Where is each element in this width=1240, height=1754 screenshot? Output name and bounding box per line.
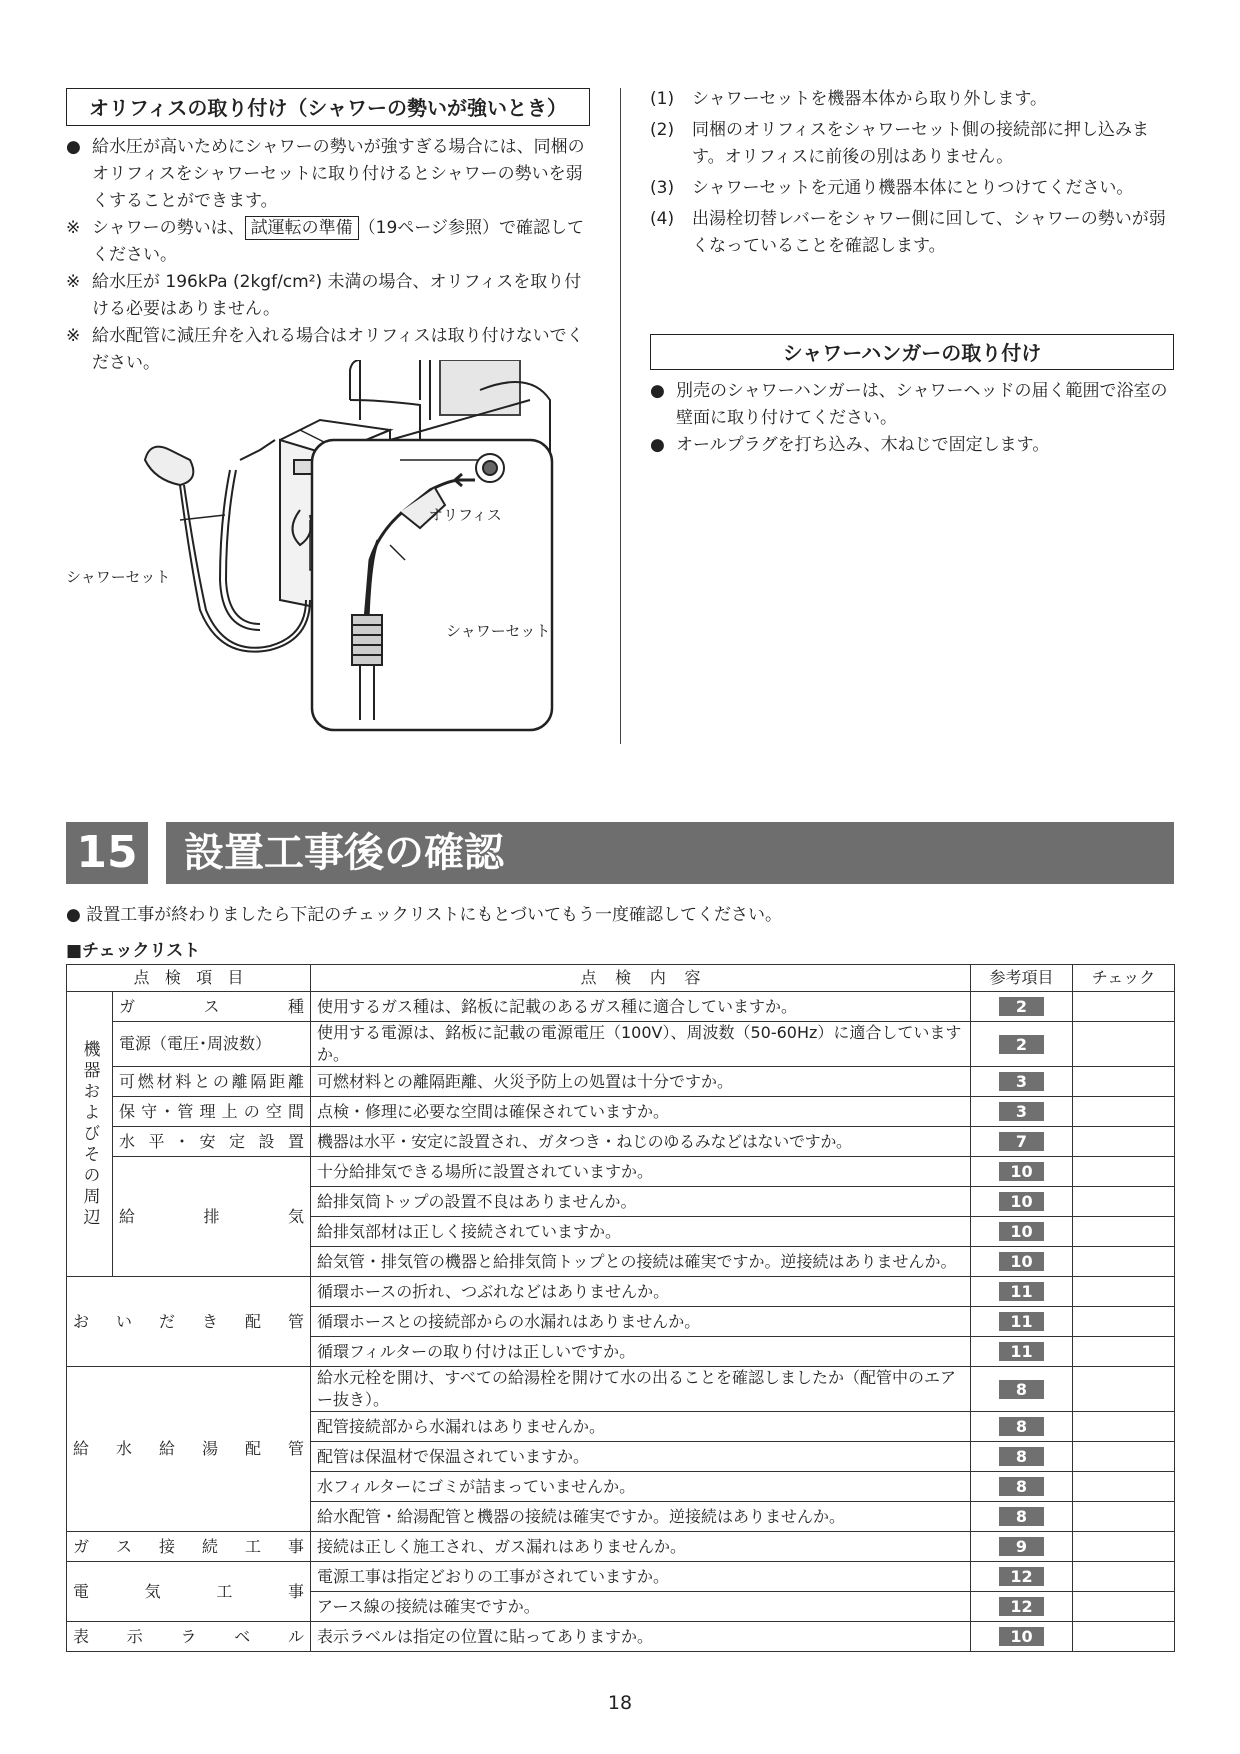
checklist-label: ■チェックリスト <box>66 941 201 961</box>
section-title: 設置工事後の確認 <box>166 822 1174 884</box>
check-cell[interactable] <box>1073 1532 1175 1562</box>
table-row: ガス接続工事 接続は正しく施工され、ガス漏れはありませんか。 9 <box>67 1532 1175 1562</box>
ref-badge: 10 <box>999 1192 1044 1211</box>
table-row: 保守･管理上の空間 点検・修理に必要な空間は確保されていますか。 3 <box>67 1097 1175 1127</box>
category-kiki: 機器およびその周辺 <box>67 992 113 1277</box>
header-check: チェック <box>1073 965 1175 992</box>
ref-badge: 8 <box>999 1507 1044 1526</box>
table-row: アース線の接続は確実ですか。 12 <box>67 1592 1175 1622</box>
checklist-table <box>66 964 1175 1652</box>
figure-label-orifice: オリフィス <box>428 506 502 524</box>
table-row: 機器およびその周辺 ガス種 使用するガス種は、銘板に記載のあるガス種に適合していますか。 2 <box>67 992 1175 1022</box>
check-cell[interactable] <box>1073 1187 1175 1217</box>
ref-badge: 11 <box>999 1312 1044 1331</box>
figure-label-shower-set-detail: シャワーセット <box>446 622 551 640</box>
check-cell[interactable] <box>1073 1367 1175 1412</box>
table-row: 水平･安定設置 機器は水平・安定に設置され、ガタつき・ねじのゆるみなどはないですか。 7 <box>67 1127 1175 1157</box>
ref-badge: 7 <box>999 1132 1044 1151</box>
ref-badge: 12 <box>999 1597 1044 1616</box>
section-number: 15 <box>66 822 148 884</box>
list-item: ● オールプラグを打ち込み、木ねじで固定します。 <box>650 435 1050 455</box>
check-cell[interactable] <box>1073 1622 1175 1652</box>
list-item: (2) 同梱のオリフィスをシャワーセット側の接続部に押し込みます。オリフィスに前後の別はありません。 <box>650 120 1149 167</box>
table-row: 電源（電圧･周波数） 使用する電源は、銘板に記載の電源電圧（100V）、周波数（50-60Hz）に適合していますか。 2 <box>67 1022 1175 1067</box>
check-cell[interactable] <box>1073 1247 1175 1277</box>
table-row: 循環ホースとの接続部からの水漏れはありませんか。 11 <box>67 1307 1175 1337</box>
list-item: (4) 出湯栓切替レバーをシャワー側に回して、シャワーの勢いが弱くなっていることを確認します。 <box>650 209 1166 256</box>
reference-box: 試運転の準備 <box>245 216 359 240</box>
figure-label-shower-set-left: シャワーセット <box>66 568 171 586</box>
shower-hanger-section-title: シャワーハンガーの取り付け <box>650 334 1174 370</box>
list-item: (3) シャワーセットを元通り機器本体にとりつけてください。 <box>650 178 1134 198</box>
table-row: 電気工事 電源工事は指定どおりの工事がされていますか。 12 <box>67 1562 1175 1592</box>
table-row: 配管接続部から水漏れはありませんか。 8 <box>67 1412 1175 1442</box>
list-item: (1) シャワーセットを機器本体から取り外します。 <box>650 89 1047 109</box>
ref-badge: 8 <box>999 1447 1044 1466</box>
table-row: 給気管・排気管の機器と給排気筒トップとの接続は確実ですか。逆接続はありませんか。 10 <box>67 1247 1175 1277</box>
table-row: 配管は保温材で保温されていますか。 8 <box>67 1442 1175 1472</box>
check-cell[interactable] <box>1073 1157 1175 1187</box>
check-cell[interactable] <box>1073 1472 1175 1502</box>
ref-badge: 9 <box>999 1537 1044 1556</box>
ref-badge: 10 <box>999 1222 1044 1241</box>
check-cell[interactable] <box>1073 1022 1175 1067</box>
list-item: ※ 給水配管に減圧弁を入れる場合はオリフィスは取り付けないでください。 <box>66 326 584 373</box>
table-row: 表示ラベル 表示ラベルは指定の位置に貼ってありますか。 10 <box>67 1622 1175 1652</box>
shower-hanger-instructions <box>650 378 1174 459</box>
list-item: ※ 給水圧が 196kPa (2kgf/cm²) 未満の場合、オリフィスを取り付ける必要はありません。 <box>66 272 582 319</box>
check-cell[interactable] <box>1073 1277 1175 1307</box>
page-number: 18 <box>607 1692 633 1714</box>
check-cell[interactable] <box>1073 1307 1175 1337</box>
table-row: 給排気部材は正しく接続されていますか。 10 <box>67 1217 1175 1247</box>
ref-badge: 3 <box>999 1102 1044 1121</box>
ref-badge: 10 <box>999 1162 1044 1181</box>
ref-badge: 8 <box>999 1417 1044 1436</box>
orifice-steps <box>650 86 1174 260</box>
table-row: 水フィルターにゴミが詰まっていませんか。 8 <box>67 1472 1175 1502</box>
orifice-instructions <box>66 134 590 377</box>
orifice-installation-illustration <box>60 360 620 740</box>
ref-badge: 2 <box>999 1035 1044 1054</box>
table-header-row <box>67 965 1175 992</box>
table-row: 給水配管・給湯配管と機器の接続は確実ですか。逆接続はありませんか。 8 <box>67 1502 1175 1532</box>
header-item: 点検項目 <box>67 965 311 992</box>
list-item: ※ シャワーの勢いは、 試運転の準備 （19ページ参照）で確認してください。 <box>66 218 584 265</box>
list-item: ● 別売のシャワーハンガーは、シャワーヘッドの届く範囲で浴室の壁面に取り付けてください。 <box>650 381 1168 428</box>
table-row: 給水給湯配管 給水元栓を開け、すべての給湯栓を開けて水の出ることを確認しましたか（配管中のエアー抜き）。 8 <box>67 1367 1175 1412</box>
column-divider <box>620 88 621 744</box>
ref-badge: 8 <box>999 1380 1044 1399</box>
section-intro: ● 設置工事が終わりましたら下記のチェックリストにもとづいてもう一度確認してください。 <box>66 905 783 925</box>
check-cell[interactable] <box>1073 992 1175 1022</box>
ref-badge: 11 <box>999 1342 1044 1361</box>
ref-badge: 8 <box>999 1477 1044 1496</box>
table-row: 可燃材料との離隔距離 可燃材料との離隔距離、火災予防上の処置は十分ですか。 3 <box>67 1067 1175 1097</box>
table-row: おいだき配管 循環ホースの折れ、つぶれなどはありませんか。 11 <box>67 1277 1175 1307</box>
check-cell[interactable] <box>1073 1127 1175 1157</box>
table-row: 給排気 十分給排気できる場所に設置されていますか。 10 <box>67 1157 1175 1187</box>
list-item: ● 給水圧が高いためにシャワーの勢いが強すぎる場合には、同梱のオリフィスをシャワーセットに取り付けるとシャワーの勢いを弱くすることができます。 <box>66 137 585 211</box>
ref-badge: 3 <box>999 1072 1044 1091</box>
check-cell[interactable] <box>1073 1442 1175 1472</box>
check-cell[interactable] <box>1073 1502 1175 1532</box>
ref-badge: 10 <box>999 1252 1044 1271</box>
header-content: 点検内容 <box>311 965 971 992</box>
ref-badge: 2 <box>999 997 1044 1016</box>
check-cell[interactable] <box>1073 1067 1175 1097</box>
table-row: 給排気筒トップの設置不良はありませんか。 10 <box>67 1187 1175 1217</box>
check-cell[interactable] <box>1073 1337 1175 1367</box>
check-cell[interactable] <box>1073 1412 1175 1442</box>
ref-badge: 11 <box>999 1282 1044 1301</box>
ref-badge: 12 <box>999 1567 1044 1586</box>
header-ref: 参考項目 <box>971 965 1073 992</box>
table-row: 循環フィルターの取り付けは正しいですか。 11 <box>67 1337 1175 1367</box>
ref-badge: 10 <box>999 1627 1044 1646</box>
check-cell[interactable] <box>1073 1562 1175 1592</box>
check-cell[interactable] <box>1073 1592 1175 1622</box>
orifice-section-title: オリフィスの取り付け（シャワーの勢いが強いとき） <box>66 88 590 126</box>
check-cell[interactable] <box>1073 1217 1175 1247</box>
check-cell[interactable] <box>1073 1097 1175 1127</box>
